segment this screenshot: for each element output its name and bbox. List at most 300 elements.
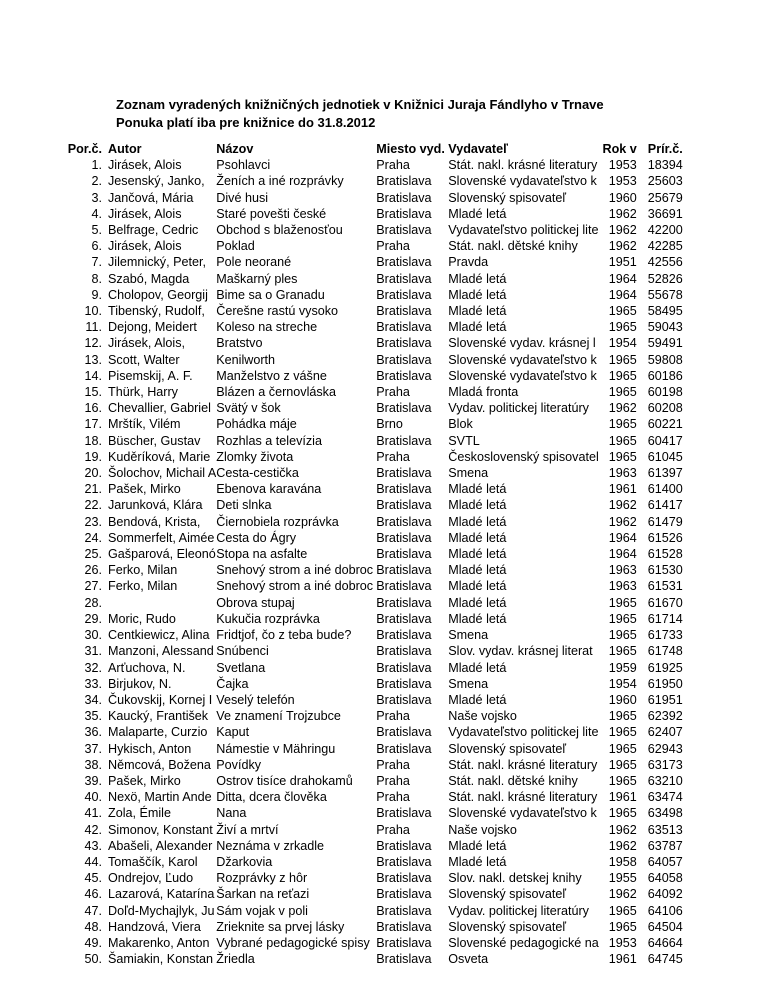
cell-title: Pohádka máje — [216, 417, 297, 432]
cell-place: Bratislava — [376, 628, 432, 643]
cell-author: Thürk, Harry — [108, 385, 178, 400]
cell-place: Bratislava — [376, 919, 432, 934]
cell-year: 1965 — [608, 628, 637, 643]
header-place: Miesto vyd. — [376, 142, 445, 156]
cell-number: 38. — [84, 757, 102, 772]
cell-publisher: Mladé letá — [448, 271, 507, 286]
cell-place: Bratislava — [376, 579, 432, 594]
cell-accession: 60208 — [647, 401, 683, 416]
cell-place: Bratislava — [376, 952, 432, 967]
cell-year: 1964 — [608, 547, 637, 562]
cell-author: Jirásek, Alois — [108, 206, 182, 221]
cell-author: Jilemnický, Peter, — [108, 255, 206, 270]
cell-author: Sommerfelt, Aimée — [108, 530, 215, 545]
cell-publisher: Československý spisovatel — [448, 449, 599, 464]
cell-number: 48. — [84, 919, 102, 934]
cell-author: Kuděríková, Marie — [108, 449, 211, 464]
cell-title: Rozprávky z hôr — [216, 871, 308, 886]
cell-author: Simonov, Konstant — [108, 822, 213, 837]
table-row — [54, 627, 691, 643]
cell-year: 1963 — [608, 579, 637, 594]
cell-accession: 36691 — [647, 206, 683, 221]
cell-year: 1965 — [608, 385, 637, 400]
cell-publisher: Mladé letá — [448, 692, 507, 707]
cell-publisher: Stát. nakl. dětské knihy — [448, 773, 578, 788]
cell-accession: 61748 — [647, 644, 683, 659]
cell-place: Bratislava — [376, 255, 432, 270]
cell-place: Bratislava — [376, 271, 432, 286]
cell-place: Bratislava — [376, 595, 432, 610]
table-row — [54, 190, 691, 206]
header-year: Rok v — [602, 142, 637, 156]
table-row — [54, 368, 691, 384]
cell-place: Bratislava — [376, 838, 432, 853]
cell-year: 1962 — [608, 887, 637, 902]
cell-number: 25. — [84, 547, 102, 562]
cell-publisher: Stát. nakl. krásné literatury — [448, 158, 598, 173]
table-row — [54, 352, 691, 368]
cell-year: 1959 — [608, 660, 637, 675]
cell-year: 1965 — [608, 709, 637, 724]
cell-place: Praha — [376, 449, 410, 464]
cell-accession: 60417 — [647, 433, 683, 448]
cell-place: Praha — [376, 239, 410, 254]
table-row — [54, 384, 691, 400]
cell-year: 1965 — [608, 903, 637, 918]
cell-publisher: Mladé letá — [448, 563, 507, 578]
cell-publisher: Vydavateľstvo politickej lite — [448, 725, 599, 740]
cell-number: 49. — [84, 935, 102, 950]
cell-year: 1954 — [608, 336, 637, 351]
cell-accession: 58495 — [647, 304, 683, 319]
cell-number: 8. — [91, 271, 102, 286]
cell-accession: 62392 — [647, 709, 683, 724]
table-row — [54, 757, 691, 773]
table-header-row — [54, 141, 691, 157]
table-row — [54, 903, 691, 919]
cell-publisher: Smena — [448, 466, 489, 481]
cell-author: Scott, Walter — [108, 352, 180, 367]
cell-title: Šarkan na reťazi — [216, 887, 310, 902]
cell-publisher: Mladé letá — [448, 660, 507, 675]
header-author: Autor — [108, 142, 142, 156]
cell-title: Divé husi — [216, 190, 269, 205]
table-row — [54, 595, 691, 611]
cell-number: 34. — [84, 692, 102, 707]
table-row — [54, 546, 691, 562]
cell-accession: 60221 — [647, 417, 683, 432]
cell-year: 1962 — [608, 206, 637, 221]
cell-publisher: Slov. nakl. detskej knihy — [448, 871, 582, 886]
cell-number: 11. — [85, 320, 102, 335]
cell-title: Veselý telefón — [216, 692, 295, 707]
cell-title: Blázen a černovláska — [216, 385, 336, 400]
cell-place: Bratislava — [376, 660, 432, 675]
cell-author: Ferko, Milan — [108, 563, 178, 578]
cell-accession: 42556 — [647, 255, 683, 270]
cell-number: 4. — [91, 206, 102, 221]
cell-title: Cesta-cestička — [216, 466, 299, 481]
cell-title: Staré povešti české — [216, 206, 327, 221]
cell-year: 1962 — [608, 838, 637, 853]
cell-number: 20. — [84, 466, 102, 481]
cell-year: 1960 — [608, 692, 637, 707]
table-row — [54, 465, 691, 481]
cell-place: Bratislava — [376, 482, 432, 497]
cell-accession: 55678 — [647, 287, 683, 302]
cell-publisher: Slovenské vydavateľstvo k — [448, 174, 597, 189]
cell-number: 29. — [84, 611, 102, 626]
cell-year: 1953 — [608, 174, 637, 189]
cell-author: Hykisch, Anton — [108, 741, 192, 756]
cell-title: Deti slnka — [216, 498, 272, 513]
table-row — [54, 741, 691, 757]
cell-accession: 61417 — [647, 498, 683, 513]
table-row — [54, 951, 691, 967]
cell-year: 1962 — [608, 401, 637, 416]
cell-publisher: Blok — [448, 417, 473, 432]
cell-author: Mrštík, Vilém — [108, 417, 181, 432]
cell-year: 1965 — [608, 806, 637, 821]
cell-publisher: Vydav. politickej literatúry — [448, 401, 589, 416]
withdrawn-books-table — [54, 141, 691, 967]
cell-title: Koleso na streche — [216, 320, 318, 335]
cell-author: Jančová, Mária — [108, 190, 194, 205]
cell-author: Belfrage, Cedric — [108, 223, 199, 238]
cell-title: Živí a mrtví — [216, 822, 279, 837]
cell-author: Makarenko, Anton — [108, 935, 210, 950]
document-subtitle: Ponuka platí iba pre knižnice do 31.8.2012 — [116, 115, 376, 130]
cell-number: 31. — [84, 644, 102, 659]
table-row — [54, 870, 691, 886]
cell-place: Bratislava — [376, 287, 432, 302]
cell-accession: 63787 — [647, 838, 683, 853]
header-publisher: Vydavateľ — [448, 142, 508, 156]
cell-author: Chevallier, Gabriel — [108, 401, 211, 416]
cell-place: Praha — [376, 158, 410, 173]
cell-publisher: Slovenské vydavateľstvo k — [448, 368, 597, 383]
cell-author: Lazarová, Katarína — [108, 887, 215, 902]
cell-title: Bime sa o Granadu — [216, 287, 325, 302]
cell-number: 5. — [91, 223, 102, 238]
cell-place: Praha — [376, 757, 410, 772]
cell-title: Čerešne rastú vysoko — [216, 304, 339, 319]
cell-place: Bratislava — [376, 190, 432, 205]
cell-place: Bratislava — [376, 725, 432, 740]
cell-publisher: Mladé letá — [448, 854, 507, 869]
table-row — [54, 724, 691, 740]
table-row — [54, 805, 691, 821]
cell-publisher: Stát. nakl. krásné literatury — [448, 757, 598, 772]
header-accession: Prír.č. — [647, 142, 683, 156]
cell-accession: 63498 — [647, 806, 683, 821]
cell-accession: 62943 — [647, 741, 683, 756]
cell-accession: 25603 — [647, 174, 683, 189]
cell-accession: 64745 — [647, 952, 683, 967]
cell-accession: 63173 — [647, 757, 683, 772]
cell-number: 21. — [84, 482, 102, 497]
cell-year: 1965 — [608, 611, 637, 626]
cell-number: 45. — [84, 871, 102, 886]
cell-publisher: Stát. nakl. krásné literatury — [448, 790, 598, 805]
cell-accession: 63474 — [647, 790, 683, 805]
cell-place: Praha — [376, 790, 410, 805]
cell-title: Snehový strom a iné dobroc — [216, 563, 374, 578]
table-row — [54, 303, 691, 319]
cell-number: 26. — [84, 563, 102, 578]
cell-number: 44. — [84, 854, 102, 869]
cell-publisher: SVTL — [448, 433, 480, 448]
cell-number: 23. — [84, 514, 102, 529]
table-row — [54, 416, 691, 432]
cell-publisher: Mladá fronta — [448, 385, 519, 400]
cell-author: Jirásek, Alois — [108, 158, 182, 173]
cell-year: 1965 — [608, 595, 637, 610]
table-row — [54, 838, 691, 854]
cell-year: 1962 — [608, 822, 637, 837]
cell-title: Ditta, dcera člověka — [216, 790, 327, 805]
cell-title: Psohlavci — [216, 158, 271, 173]
cell-title: Rozhlas a televízia — [216, 433, 322, 448]
cell-title: Stopa na asfalte — [216, 547, 308, 562]
table-row — [54, 530, 691, 546]
cell-author: Manzoni, Alessand — [108, 644, 214, 659]
cell-number: 43. — [84, 838, 102, 853]
cell-author: Szabó, Magda — [108, 271, 190, 286]
cell-accession: 18394 — [647, 158, 683, 173]
table-row — [54, 643, 691, 659]
cell-accession: 60198 — [647, 385, 683, 400]
cell-publisher: Slovenské pedagogické na — [448, 935, 599, 950]
cell-publisher: Osveta — [448, 952, 489, 967]
cell-publisher: Naše vojsko — [448, 709, 517, 724]
cell-place: Bratislava — [376, 320, 432, 335]
cell-year: 1965 — [608, 320, 637, 335]
cell-publisher: Mladé letá — [448, 320, 507, 335]
table-row — [54, 481, 691, 497]
cell-publisher: Vydavateľstvo politickej lite — [448, 223, 599, 238]
table-row — [54, 514, 691, 530]
table-row — [54, 254, 691, 270]
table-row — [54, 660, 691, 676]
cell-place: Bratislava — [376, 611, 432, 626]
cell-author: Jirásek, Alois, — [108, 336, 185, 351]
cell-title: Ženích a iné rozprávky — [216, 174, 344, 189]
cell-number: 22. — [84, 498, 102, 513]
cell-accession: 63513 — [647, 822, 683, 837]
cell-year: 1965 — [608, 304, 637, 319]
cell-author: Doľd-Mychajlyk, Ju — [108, 903, 215, 918]
cell-title: Džarkovia — [216, 854, 273, 869]
cell-year: 1964 — [608, 530, 637, 545]
cell-year: 1965 — [608, 919, 637, 934]
table-row — [54, 611, 691, 627]
cell-accession: 42200 — [647, 223, 683, 238]
cell-title: Svetlana — [216, 660, 266, 675]
cell-place: Bratislava — [376, 206, 432, 221]
table-row — [54, 919, 691, 935]
cell-publisher: Slovenské vydavateľstvo k — [448, 352, 597, 367]
cell-year: 1958 — [608, 854, 637, 869]
cell-author: Šolochov, Michail A — [108, 466, 217, 481]
document-title: Zoznam vyradených knižničných jednotiek v Knižnici Juraja Fándlyho v Trnave — [116, 97, 604, 112]
cell-author: Šamiakin, Konstan — [108, 952, 214, 967]
cell-accession: 64092 — [647, 887, 683, 902]
cell-title: Cesta do Ágry — [216, 530, 297, 545]
cell-accession: 61951 — [647, 692, 683, 707]
cell-title: Pole neorané — [216, 255, 292, 270]
cell-year: 1953 — [608, 158, 637, 173]
cell-place: Bratislava — [376, 887, 432, 902]
cell-year: 1953 — [608, 935, 637, 950]
cell-year: 1965 — [608, 368, 637, 383]
cell-accession: 52826 — [647, 271, 683, 286]
cell-title: Snehový strom a iné dobroc — [216, 579, 374, 594]
cell-year: 1951 — [608, 255, 637, 270]
cell-publisher: Mladé letá — [448, 838, 507, 853]
cell-author: Jesenský, Janko, — [108, 174, 205, 189]
cell-publisher: Mladé letá — [448, 579, 507, 594]
cell-title: Poklad — [216, 239, 255, 254]
cell-publisher: Mladé letá — [448, 482, 507, 497]
cell-publisher: Smena — [448, 628, 489, 643]
cell-author: Pisemskij, A. F. — [108, 368, 193, 383]
cell-year: 1962 — [608, 239, 637, 254]
cell-accession: 61045 — [647, 449, 683, 464]
table-row — [54, 562, 691, 578]
cell-accession: 61925 — [647, 660, 683, 675]
cell-title: Svätý v šok — [216, 401, 281, 416]
cell-year: 1964 — [608, 271, 637, 286]
cell-year: 1965 — [608, 725, 637, 740]
cell-number: 10. — [84, 304, 102, 319]
cell-place: Bratislava — [376, 530, 432, 545]
cell-author: Büscher, Gustav — [108, 433, 201, 448]
cell-year: 1965 — [608, 773, 637, 788]
cell-year: 1961 — [608, 482, 637, 497]
table-row — [54, 692, 691, 708]
cell-year: 1965 — [608, 417, 637, 432]
cell-number: 33. — [84, 676, 102, 691]
cell-number: 1. — [91, 158, 102, 173]
cell-place: Praha — [376, 385, 410, 400]
cell-author: Gašparová, Eleonó — [108, 547, 216, 562]
cell-year: 1965 — [608, 352, 637, 367]
table-row — [54, 238, 691, 254]
cell-number: 50. — [84, 952, 102, 967]
cell-title: Snúbenci — [216, 644, 269, 659]
cell-accession: 61528 — [647, 547, 683, 562]
cell-accession: 64504 — [647, 919, 683, 934]
table-row — [54, 335, 691, 351]
cell-number: 36. — [84, 725, 102, 740]
table-row — [54, 287, 691, 303]
cell-number: 39. — [84, 773, 102, 788]
cell-publisher: Slovenský spisovateľ — [448, 919, 567, 934]
cell-author: Pašek, Mirko — [108, 482, 181, 497]
cell-publisher: Slovenský spisovateľ — [448, 190, 567, 205]
cell-title: Kaput — [216, 725, 250, 740]
cell-accession: 61479 — [647, 514, 683, 529]
cell-year: 1961 — [608, 790, 637, 805]
cell-number: 18. — [84, 433, 102, 448]
cell-accession: 61531 — [647, 579, 683, 594]
cell-author: Dejong, Meidert — [108, 320, 197, 335]
cell-accession: 62407 — [647, 725, 683, 740]
cell-title: Manželstvo z vášne — [216, 368, 327, 383]
cell-publisher: Mladé letá — [448, 611, 507, 626]
cell-place: Bratislava — [376, 692, 432, 707]
table-row — [54, 497, 691, 513]
cell-number: 46. — [84, 887, 102, 902]
cell-title: Nana — [216, 806, 247, 821]
cell-publisher: Naše vojsko — [448, 822, 517, 837]
cell-number: 16. — [84, 401, 102, 416]
cell-year: 1963 — [608, 466, 637, 481]
cell-publisher: Stát. nakl. dětské knihy — [448, 239, 578, 254]
cell-title: Ebenova karavána — [216, 482, 322, 497]
cell-number: 40. — [84, 790, 102, 805]
cell-author: Malaparte, Curzio — [108, 725, 208, 740]
cell-author: Jarunková, Klára — [108, 498, 203, 513]
cell-number: 32. — [84, 660, 102, 675]
cell-publisher: Slovenské vydavateľstvo k — [448, 806, 597, 821]
table-row — [54, 578, 691, 594]
cell-author: Pašek, Mirko — [108, 773, 181, 788]
cell-place: Praha — [376, 822, 410, 837]
cell-author: Čukovskij, Kornej I — [108, 692, 213, 707]
cell-publisher: Slovenský spisovateľ — [448, 741, 567, 756]
cell-accession: 64664 — [647, 935, 683, 950]
cell-publisher: Mladé letá — [448, 304, 507, 319]
cell-publisher: Vydav. politickej literatúry — [448, 903, 589, 918]
cell-place: Bratislava — [376, 903, 432, 918]
cell-author: Bendová, Krista, — [108, 514, 201, 529]
cell-place: Praha — [376, 773, 410, 788]
cell-year: 1962 — [608, 223, 637, 238]
cell-number: 37. — [84, 741, 102, 756]
cell-publisher: Slovenský spisovateľ — [448, 887, 567, 902]
cell-number: 2. — [91, 174, 102, 189]
cell-number: 28. — [84, 595, 102, 610]
table-row — [54, 173, 691, 189]
cell-accession: 61530 — [647, 563, 683, 578]
cell-title: Čiernobiela rozprávka — [216, 514, 339, 529]
cell-place: Bratislava — [376, 336, 432, 351]
cell-place: Bratislava — [376, 174, 432, 189]
table-row — [54, 935, 691, 951]
cell-place: Bratislava — [376, 466, 432, 481]
cell-year: 1960 — [608, 190, 637, 205]
cell-author: Birjukov, N. — [108, 676, 172, 691]
cell-title: Povídky — [216, 757, 262, 772]
cell-title: Námestie v Mähringu — [216, 741, 336, 756]
cell-accession: 64106 — [647, 903, 683, 918]
table-row — [54, 886, 691, 902]
cell-number: 14. — [84, 368, 102, 383]
cell-number: 3. — [91, 190, 102, 205]
cell-title: Fridtjof, čo z teba bude? — [216, 628, 352, 643]
cell-author: Tomaščík, Karol — [108, 854, 198, 869]
cell-place: Bratislava — [376, 563, 432, 578]
cell-author: Arťuchova, N. — [108, 660, 186, 675]
cell-number: 17. — [84, 417, 102, 432]
cell-author: Jirásek, Alois — [108, 239, 182, 254]
table-row — [54, 400, 691, 416]
cell-title: Ve znamení Trojzubce — [216, 709, 341, 724]
cell-publisher: Mladé letá — [448, 514, 507, 529]
cell-place: Bratislava — [376, 676, 432, 691]
